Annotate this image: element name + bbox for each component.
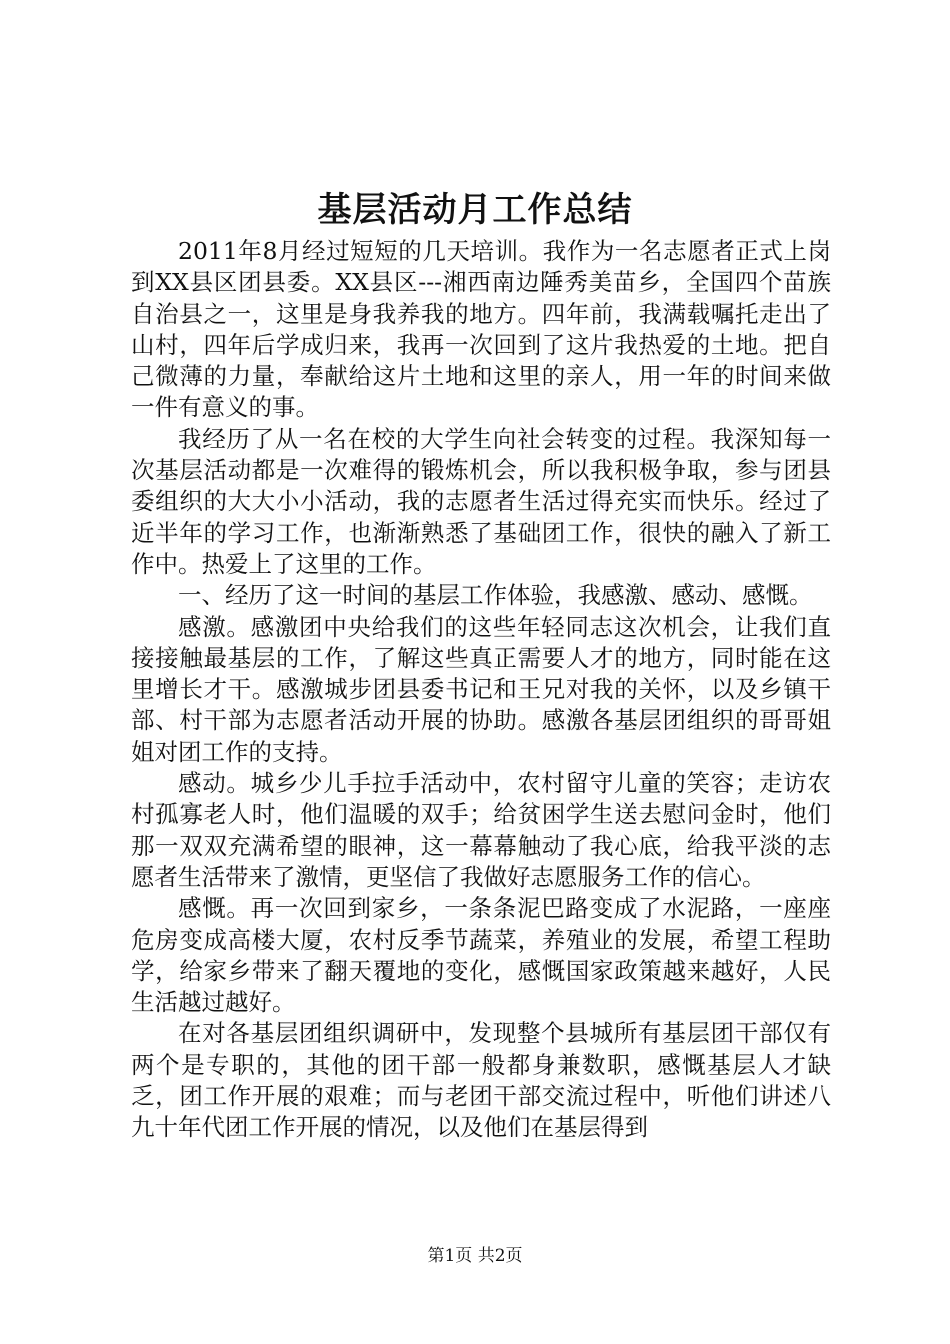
paragraph: 感动。城乡少儿手拉手活动中，农村留守儿童的笑容；走访农村孤寡老人时，他们温暖的双手；给贫困学生送去慰问金时，他们那一双双充满希望的眼神，这一幕幕触动了我心底，给我平淡的志愿者生活带来了激情，更坚信了我做好志愿服务工作的信心。 <box>131 769 831 891</box>
document-body <box>131 236 831 1144</box>
paragraph: 感慨。再一次回到家乡，一条条泥巴路变成了水泥路，一座座危房变成高楼大厦，农村反季节蔬菜，养殖业的发展，希望工程助学，给家乡带来了翻天覆地的变化，感慨国家政策越来越好，人民生活越过越好。 <box>131 894 831 1017</box>
paragraph: 2011年8月经过短短的几天培训。我作为一名志愿者正式上岗到XX县区团县委。XX县区---湘西南边陲秀美苗乡，全国四个苗族自治县之一，这里是身我养我的地方。四年前，我满载嘱托走出了山村，四年后学成归来，我再一次回到了这片我热爱的土地。把自己微薄的力量，奉献给这片土地和这里的亲人，用一年的时间来做一件有意义的事。 <box>131 237 831 422</box>
page-footer: 第1页 共2页 <box>427 1246 523 1266</box>
paragraph: 在对各基层团组织调研中，发现整个县城所有基层团干部仅有两个是专职的，其他的团干部一般都身兼数职，感慨基层人才缺乏，团工作开展的艰难；而与老团干部交流过程中，听他们讲述八九十年代团工作开展的情况，以及他们在基层得到 <box>131 1019 831 1142</box>
paragraph: 我经历了从一名在校的大学生向社会转变的过程。我深知每一次基层活动都是一次难得的锻炼机会，所以我积极争取，参与团县委组织的大大小小活动，我的志愿者生活过得充实而快乐。经过了近半年的学习工作，也渐渐熟悉了基础团工作，很快的融入了新工作中。热爱上了这里的工作。 <box>131 424 831 578</box>
paragraph: 感激。感激团中央给我们的这些年轻同志这次机会，让我们直接接触最基层的工作，了解这些真正需要人才的地方，同时能在这里增长才干。感激城步团县委书记和王兄对我的关怀，以及乡镇干部、村干部为志愿者活动开展的协助。感激各基层团组织的哥哥姐姐对团工作的支持。 <box>131 612 831 766</box>
paragraph: 一、经历了这一时间的基层工作体验，我感激、感动、感慨。 <box>178 581 813 610</box>
document-title: 基层活动月工作总结 <box>317 190 633 230</box>
